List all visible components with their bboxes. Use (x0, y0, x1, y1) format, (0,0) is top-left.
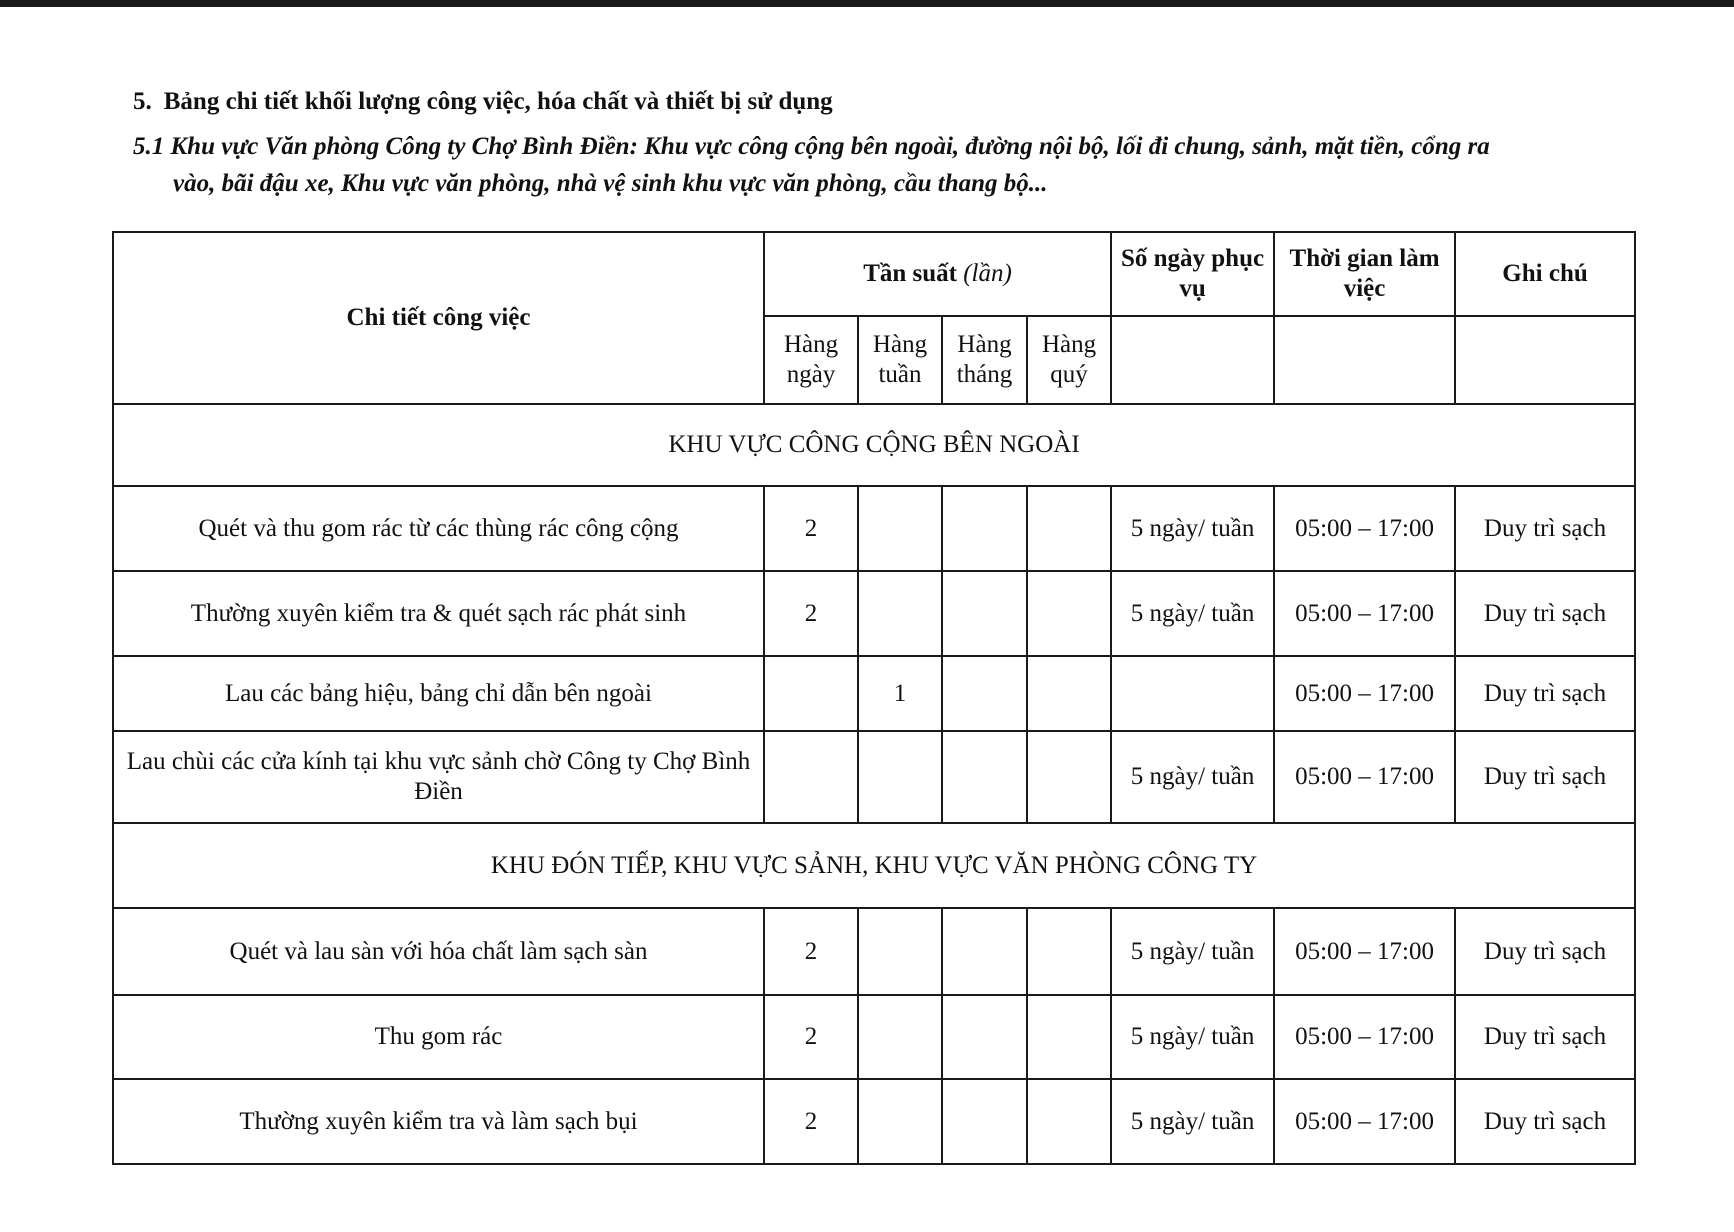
task-cell: Thường xuyên kiểm tra & quét sạch rác phát sinh (113, 571, 764, 656)
header-task: Chi tiết công việc (113, 232, 764, 404)
header-monthly: Hàng tháng (942, 316, 1027, 404)
header-frequency-label: Tần suất (863, 260, 957, 287)
header-days: Số ngày phục vụ (1111, 232, 1274, 316)
weekly-cell (858, 1079, 942, 1164)
section-number: 5. (133, 88, 152, 115)
subsection-line-2: vào, bãi đậu xe, Khu vực văn phòng, nhà vệ sinh khu vực văn phòng, cầu thang bộ... (173, 170, 1048, 197)
monthly-cell (942, 731, 1027, 823)
hours-cell: 05:00 – 17:00 (1274, 1079, 1455, 1164)
monthly-cell (942, 656, 1027, 731)
daily-cell (764, 731, 858, 823)
note-cell: Duy trì sạch (1455, 656, 1635, 731)
monthly-cell (942, 1079, 1027, 1164)
monthly-cell (942, 995, 1027, 1079)
quarterly-cell (1027, 656, 1111, 731)
quarterly-cell (1027, 486, 1111, 571)
daily-cell: 2 (764, 908, 858, 995)
task-cell: Lau chùi các cửa kính tại khu vực sảnh chờ Công ty Chợ Bình Điền (113, 731, 764, 823)
table-row (113, 571, 1635, 656)
weekly-cell (858, 908, 942, 995)
hours-cell: 05:00 – 17:00 (1274, 656, 1455, 731)
hours-cell: 05:00 – 17:00 (1274, 995, 1455, 1079)
page-top-edge (0, 0, 1734, 7)
quarterly-cell (1027, 731, 1111, 823)
weekly-cell (858, 486, 942, 571)
header-weekly: Hàng tuần (858, 316, 942, 404)
header-hours: Thời gian làm việc (1274, 232, 1455, 316)
header-row-1 (113, 232, 1635, 316)
section-row (113, 404, 1635, 486)
section-title-cell: KHU VỰC CÔNG CỘNG BÊN NGOÀI (113, 404, 1635, 486)
task-cell: Thường xuyên kiểm tra và làm sạch bụi (113, 1079, 764, 1164)
hours-cell: 05:00 – 17:00 (1274, 731, 1455, 823)
quarterly-cell (1027, 995, 1111, 1079)
days-cell (1111, 656, 1274, 731)
note-cell: Duy trì sạch (1455, 1079, 1635, 1164)
days-cell: 5 ngày/ tuần (1111, 486, 1274, 571)
section-row (113, 823, 1635, 908)
days-cell: 5 ngày/ tuần (1111, 571, 1274, 656)
header-frequency (764, 232, 1111, 316)
subsection-line-1: 5.1 Khu vực Văn phòng Công ty Chợ Bình Điền: Khu vực công cộng bên ngoài, đường nội bộ, lối đi chung, sảnh, mặt tiền, cổng ra (133, 133, 1490, 160)
header-note-blank (1455, 316, 1635, 404)
daily-cell: 2 (764, 571, 858, 656)
daily-cell: 2 (764, 995, 858, 1079)
work-detail-table (112, 231, 1636, 1165)
weekly-cell (858, 995, 942, 1079)
note-cell: Duy trì sạch (1455, 571, 1635, 656)
table-row (113, 995, 1635, 1079)
days-cell: 5 ngày/ tuần (1111, 908, 1274, 995)
weekly-cell (858, 731, 942, 823)
monthly-cell (942, 571, 1027, 656)
days-cell: 5 ngày/ tuần (1111, 731, 1274, 823)
task-cell: Thu gom rác (113, 995, 764, 1079)
hours-cell: 05:00 – 17:00 (1274, 908, 1455, 995)
monthly-cell (942, 908, 1027, 995)
section-title: Bảng chi tiết khối lượng công việc, hóa chất và thiết bị sử dụng (163, 88, 833, 115)
note-cell: Duy trì sạch (1455, 908, 1635, 995)
task-cell: Quét và lau sàn với hóa chất làm sạch sàn (113, 908, 764, 995)
days-cell: 5 ngày/ tuần (1111, 1079, 1274, 1164)
weekly-cell (858, 571, 942, 656)
hours-cell: 05:00 – 17:00 (1274, 571, 1455, 656)
quarterly-cell (1027, 1079, 1111, 1164)
section-title-cell: KHU ĐÓN TIẾP, KHU VỰC SẢNH, KHU VỰC VĂN PHÒNG CÔNG TY (113, 823, 1635, 908)
note-cell: Duy trì sạch (1455, 486, 1635, 571)
task-cell: Quét và thu gom rác từ các thùng rác công cộng (113, 486, 764, 571)
hours-cell: 05:00 – 17:00 (1274, 486, 1455, 571)
table-row (113, 656, 1635, 731)
section-heading (133, 88, 833, 116)
quarterly-cell (1027, 908, 1111, 995)
table-row (113, 486, 1635, 571)
quarterly-cell (1027, 571, 1111, 656)
daily-cell: 2 (764, 486, 858, 571)
days-cell: 5 ngày/ tuần (1111, 995, 1274, 1079)
header-note: Ghi chú (1455, 232, 1635, 316)
table-row (113, 908, 1635, 995)
table-row (113, 1079, 1635, 1164)
task-cell: Lau các bảng hiệu, bảng chỉ dẫn bên ngoài (113, 656, 764, 731)
subsection-heading (133, 128, 1633, 202)
monthly-cell (942, 486, 1027, 571)
note-cell: Duy trì sạch (1455, 995, 1635, 1079)
header-hours-blank (1274, 316, 1455, 404)
header-quarterly: Hàng quý (1027, 316, 1111, 404)
daily-cell (764, 656, 858, 731)
header-frequency-unit: (lần) (963, 260, 1012, 287)
header-days-blank (1111, 316, 1274, 404)
header-daily: Hàng ngày (764, 316, 858, 404)
note-cell: Duy trì sạch (1455, 731, 1635, 823)
weekly-cell: 1 (858, 656, 942, 731)
daily-cell: 2 (764, 1079, 858, 1164)
table-row (113, 731, 1635, 823)
